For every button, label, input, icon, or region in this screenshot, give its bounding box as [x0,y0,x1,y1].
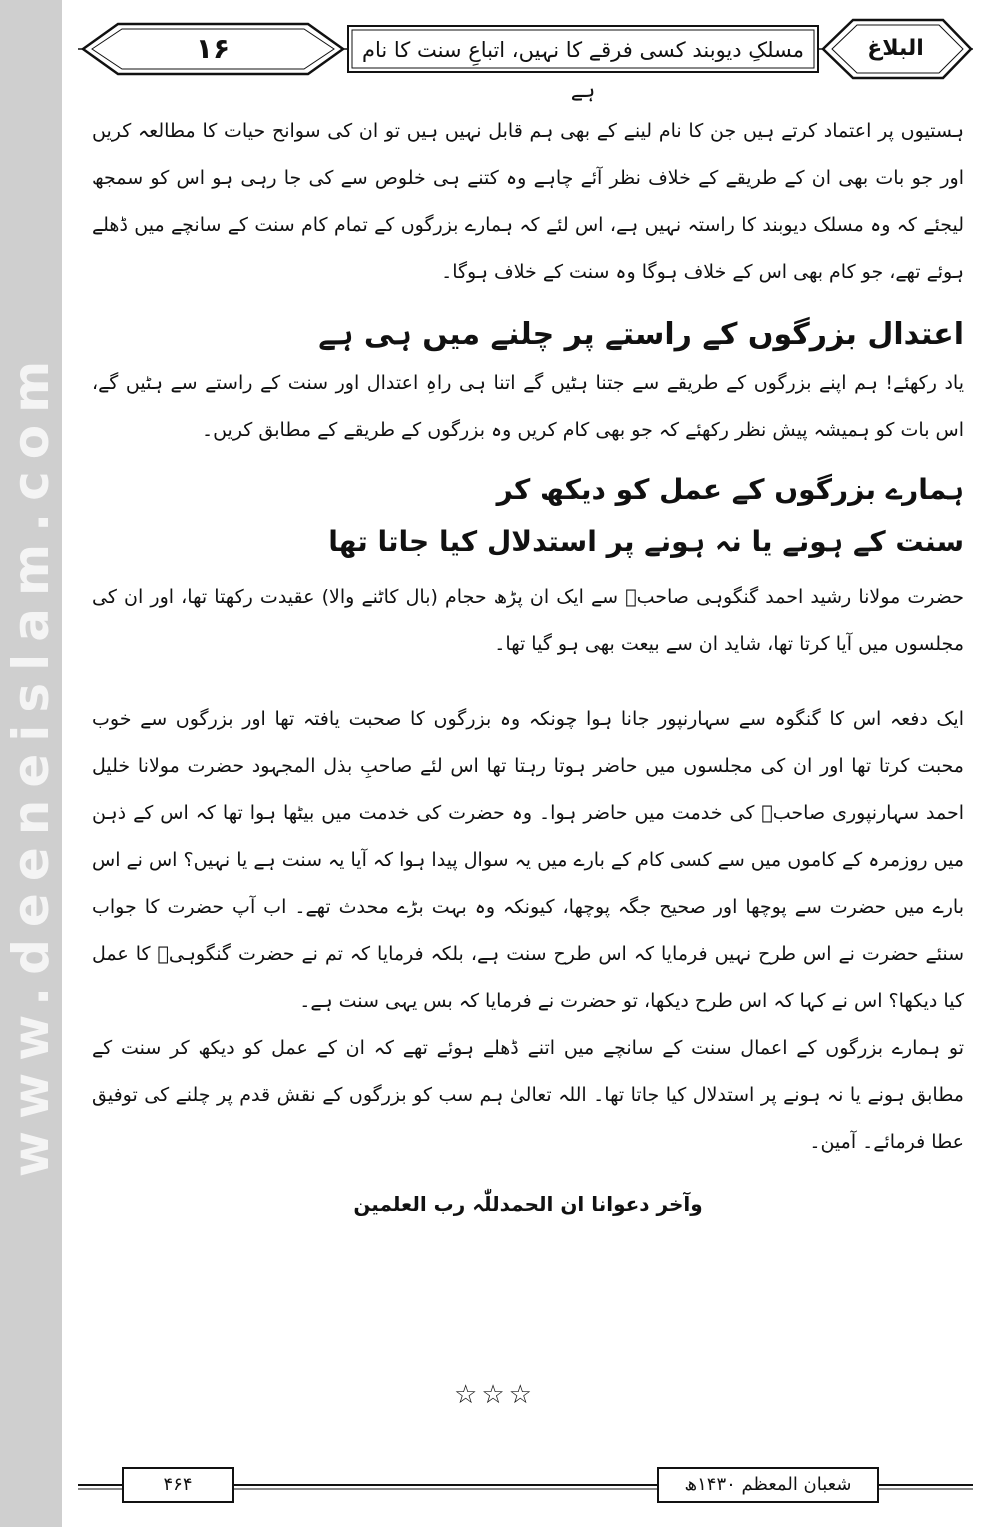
header-page-number: ۱۶ [195,32,231,65]
paragraph-3: حضرت مولانا رشید احمد گنگوہی صاحبؒ سے ایک ان پڑھ حجام (بال کاٹنے والا) عقیدت رکھتا تھا، اور ان کی مجلسوں میں آیا کرتا تھا، شاید ان سے بیعت بھی ہو گیا تھا۔ [92,586,964,655]
page-footer [78,1465,973,1505]
page-header [78,14,973,102]
section-heading-1: اعتدال بزرگوں کے راستے پر چلنے میں ہی ہے [318,317,964,352]
issue-date: شعبان المعظم ۱۴۳۰ھ [684,1474,852,1495]
magazine-logo: البلاغ [867,36,924,61]
section-heading-2-line-1: ہمارے بزرگوں کے عمل کو دیکھ کر [496,473,964,506]
paragraph-4: ایک دفعہ اس کا گنگوہ سے سہارنپور جانا ہوا چونکہ وہ بزرگوں کا صحبت یافتہ تھا اور بزرگوں سے خوب محبت کرتا تھا اور ان کی مجلسوں میں حاضر ہوتا رہتا تھا اس لئے صاحبِ بذل المجہود حضرت مولانا خلیل احمد سہارنپوری صاحبؒ کی خدمت میں حاضر ہوا۔ وہ حضرت کی خدمت میں بیٹھا ہوا تھا کہ اس کے ذہن میں روزمرہ کے کاموں میں سے کسی کام کے بارے میں یہ سوال پیدا ہوا کہ آیا یہ سنت ہے یا نہیں؟ اس نے اس بارے میں حضرت سے پوچھا اور صحیح جگہ پوچھا، کیونکہ وہ بہت بڑے محدث تھے۔ اب آپ حضرت کا جواب سنئے حضرت نے اس طرح نہیں فرمایا کہ اس طرح سنت ہے، بلکہ فرمایا کہ تم نے حضرت گنگوہیؒ کا عمل کیا دیکھا؟ اس نے کہا کہ اس طرح دیکھا، تو حضرت نے فرمایا کہ بس یہی سنت ہے۔ [92,708,964,1012]
watermark-strip [0,0,62,1527]
running-title: مسلکِ دیوبند کسی فرقے کا نہیں، اتباعِ سنت کا نام ہے [361,38,805,102]
paragraph-2: یاد رکھئے! ہم اپنے بزرگوں کے طریقے سے جتنا ہٹیں گے اتنا ہی راہِ اعتدال اور سنت کے راستے سے ہٹیں گے، اس بات کو ہمیشہ پیش نظر رکھئے کہ جو بھی کام کریں وہ بزرگوں کے طریقے کے مطابق کریں۔ [92,372,964,441]
paragraph-1: ہستیوں پر اعتماد کرتے ہیں جن کا نام لینے کے بھی ہم قابل نہیں ہیں تو ان کی سوانح حیات کا مطالعہ کریں اور جو بات بھی ان کے طریقے کے خلاف نظر آئے چاہے وہ کتنے ہی خلوص سے کی جا رہی ہو اس کو سمجھ لیجئے کہ وہ مسلک دیوبند کا راستہ نہیں ہے، اس لئے کہ ہمارے بزرگوں کے تمام کام سنت کے سانچے میں ڈھلے ہوئے تھے، جو کام بھی اس کے خلاف ہوگا وہ سنت کے خلاف ہوگا۔ [92,120,964,283]
closing-prayer: وآخر دعوانا ان الحمدللّٰہ رب العلمین [353,1192,703,1216]
section-heading-2-line-2: سنت کے ہونے یا نہ ہونے پر استدلال کیا جاتا تھا [328,525,964,558]
watermark-text: www.deeneislam.com [2,348,60,1178]
paragraph-5: تو ہمارے بزرگوں کے اعمال سنت کے سانچے میں اتنے ڈھلے ہوئے تھے کہ ان کے عمل کو دیکھ کر سنت کے مطابق ہونے یا نہ ہونے پر استدلال کیا جاتا تھا۔ اللہ تعالیٰ ہم سب کو بزرگوں کے نقش قدم پر چلنے کی توفیق عطا فرمائے۔ آمین۔ [92,1037,964,1153]
article-body [92,108,964,1244]
section-end-stars: ☆☆☆ [454,1380,536,1410]
footer-page-number: ۴۶۴ [163,1474,193,1495]
